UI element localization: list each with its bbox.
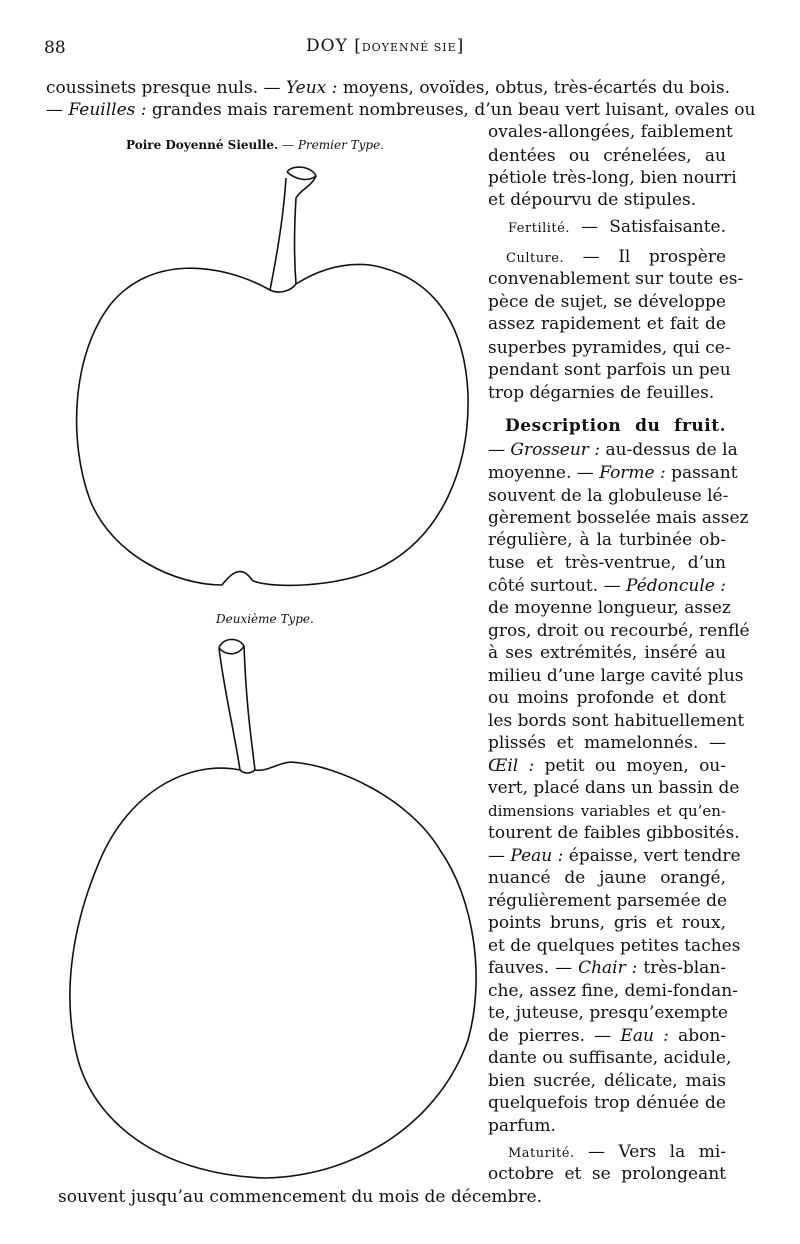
pear-first-type — [77, 167, 469, 585]
text-line: convenablement sur toute es- — [488, 269, 744, 289]
text-line: te, juteuse, presqu’exempte — [488, 1003, 728, 1023]
fertility-line: Fertilité. — Satisfaisante. — [508, 217, 726, 237]
text-line: — Feuilles : grandes mais rarement nombreuses, d’un beau vert luisant, ovales ou — [46, 100, 756, 120]
maturity-label: Maturité. — [508, 1146, 575, 1161]
running-head-title: DOY — [306, 36, 348, 56]
text-line: souvent de la globuleuse lé- — [488, 486, 729, 506]
pear-second-stem-top — [219, 646, 244, 654]
text-line: les bords sont habituellement — [488, 711, 745, 731]
text-line: tuse et très-ventrue, d’un — [488, 553, 726, 573]
text-line: — Peau : épaisse, vert tendre — [488, 846, 741, 866]
culture-label: Culture. — [506, 251, 565, 266]
text-line: dimensions variables et qu’en- — [488, 802, 726, 820]
description-heading: Description du fruit. — [505, 416, 726, 436]
text-line: dentées ou crénelées, au — [488, 146, 726, 166]
fertility-label: Fertilité. — [508, 221, 570, 236]
text-line: coussinets presque nuls. — Yeux : moyens, ovoïdes, obtus, très-écartés du bois. — [46, 78, 730, 98]
text-line: fauves. — Chair : très-blan- — [488, 958, 727, 978]
pear-first-stem-top — [287, 172, 316, 179]
text-line: quelquefois trop dénuée de — [488, 1093, 726, 1113]
text-line: octobre et se prolongeant — [488, 1164, 726, 1184]
text-line: gèrement bosselée mais assez — [488, 508, 749, 528]
text-line: points bruns, gris et roux, — [488, 913, 726, 933]
text-line: superbes pyramides, qui ce- — [488, 338, 731, 358]
running-head-bracket-close: ] — [456, 36, 465, 56]
text-line: pendant sont parfois un peu — [488, 360, 731, 380]
pear-second-stem — [219, 639, 255, 770]
text-line: moyenne. — Forme : passant — [488, 463, 738, 483]
text-line: bien sucrée, délicate, mais — [488, 1071, 726, 1091]
text-line: gros, droit ou recourbé, renflé — [488, 621, 750, 641]
text-line: de pierres. — Eau : abon- — [488, 1026, 727, 1046]
text-line: nuancé de jaune orangé, — [488, 868, 726, 888]
text-line: ovales-allongées, faiblement — [488, 122, 733, 142]
pear-first-stem — [270, 167, 316, 290]
text-line: à ses extrémités, inséré au — [488, 643, 726, 663]
text-line: tourent de faibles gibbosités. — [488, 823, 740, 843]
maturity-line: Maturité. — Vers la mi- — [508, 1142, 727, 1162]
pear-second-body — [70, 762, 476, 1178]
text-line: souvent jusqu’au commencement du mois de décembre. — [58, 1187, 542, 1207]
text-line: et de quelques petites taches — [488, 936, 741, 956]
text-line: régulière, à la turbinée ob- — [488, 530, 726, 550]
figure-caption-second: Deuxième Type. — [216, 612, 314, 626]
text-line: pèce de sujet, se développe — [488, 292, 726, 312]
text-line: parfum. — [488, 1116, 556, 1136]
text-line: côté surtout. — Pédoncule : — [488, 576, 726, 596]
text-line: plissés et mamelonnés. — — [488, 733, 726, 753]
text-line: milieu d’une large cavité plus — [488, 666, 744, 686]
running-head-bracket-open: [ — [354, 36, 362, 56]
pear-first-body — [77, 264, 469, 585]
figure-caption-first: Poire Doyenné Sieulle. — Premier Type. — [126, 138, 385, 152]
page-number: 88 — [44, 38, 66, 58]
text-line: Œil : petit ou moyen, ou- — [488, 756, 727, 776]
text-line: — Grosseur : au-dessus de la — [488, 440, 738, 460]
culture-line: Culture. — Il prospère — [506, 247, 727, 267]
text-line: et dépourvu de stipules. — [488, 190, 697, 210]
text-line: trop dégarnies de feuilles. — [488, 383, 715, 403]
text-line: de moyenne longueur, assez — [488, 598, 731, 618]
text-line: che, assez fine, demi-fondan- — [488, 981, 738, 1001]
running-head-subtitle: DOYENNÉ SIE — [361, 41, 457, 54]
text-line: pétiole très-long, bien nourri — [488, 168, 737, 188]
pear-second-type — [70, 639, 476, 1178]
text-line: assez rapidement et fait de — [488, 314, 726, 334]
text-line: vert, placé dans un bassin de — [488, 778, 740, 798]
text-line: ou moins profonde et dont — [488, 688, 726, 708]
text-line: dante ou suffisante, acidule, — [488, 1048, 732, 1068]
text-line: régulièrement parsemée de — [488, 891, 728, 911]
